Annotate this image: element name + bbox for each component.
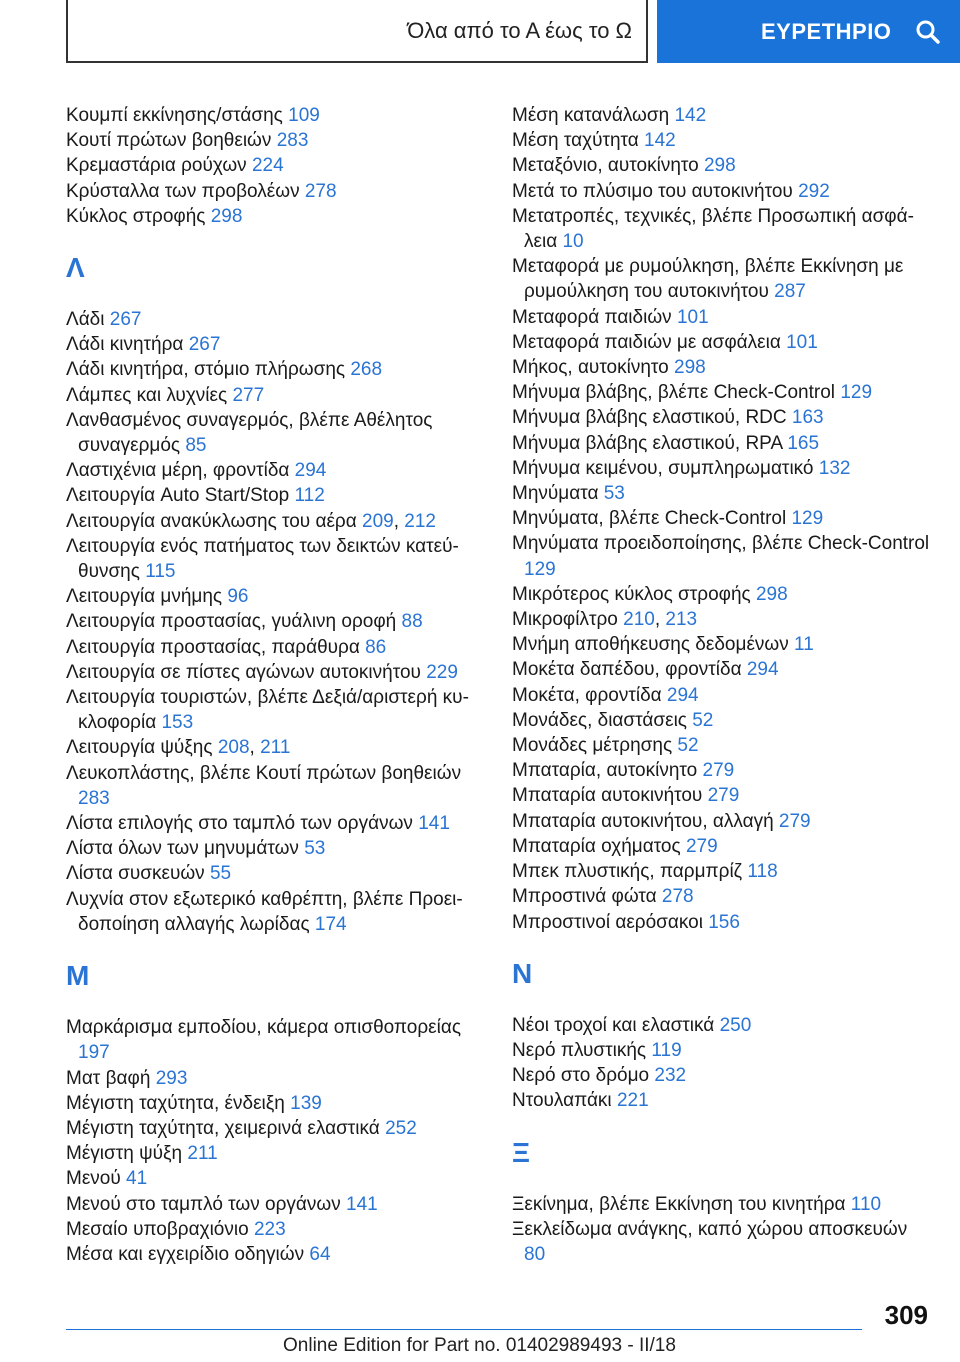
page-link[interactable]: 101	[786, 331, 818, 353]
index-tab[interactable]	[657, 0, 960, 63]
page-link[interactable]: 53	[603, 483, 625, 505]
index-entry	[66, 685, 486, 735]
index-entry-text: Μαρκάρισμα εμποδίου, κάμερα οπισθοπορείας	[66, 1017, 461, 1039]
page-link[interactable]: 197	[78, 1042, 110, 1064]
index-entry	[66, 761, 486, 811]
page-link[interactable]: 213	[665, 609, 698, 631]
page-link[interactable]: 101	[676, 306, 709, 328]
index-entry-text: Λειτουργία ψύξης	[66, 737, 213, 759]
page-separator: ,	[654, 609, 661, 631]
page-link[interactable]: 129	[524, 558, 556, 580]
index-entry	[66, 383, 486, 408]
index-letter-heading: Ν	[512, 957, 533, 989]
index-entry-text: Μπαταρία οχήματος	[512, 835, 681, 857]
index-entry	[512, 884, 932, 909]
page-link[interactable]: 139	[290, 1092, 322, 1114]
page-link[interactable]: 229	[426, 661, 458, 683]
index-entry-text: Μικροφίλτρο	[512, 609, 618, 631]
page-link[interactable]: 209	[362, 510, 394, 532]
index-entry-text: Μήνυμα βλάβης ελαστικού, RDC	[512, 407, 787, 429]
index-entry	[512, 683, 932, 708]
index-entry	[512, 809, 932, 834]
page-link[interactable]: 86	[365, 636, 387, 658]
page-link[interactable]: 174	[314, 913, 347, 935]
index-entry-text: Μέγιστη ταχύτητα, χειμερινά ελαστικά	[66, 1117, 380, 1139]
index-entry	[512, 103, 932, 128]
index-entry	[66, 534, 486, 584]
index-entry	[512, 834, 932, 859]
index-entry-text: Λυχνία στον εξωτερικό καθρέπτη, βλέπε Προειδοποίηση αλλαγής λωρίδας	[66, 888, 463, 935]
index-entry-text: Κρύσταλλα των προβολέων	[66, 180, 300, 202]
index-entry	[512, 1038, 932, 1063]
index-entry-text: Μπαταρία αυτοκινήτου	[512, 785, 703, 807]
index-entry-text: Μοκέτα δαπέδου, φροντίδα	[512, 659, 742, 681]
page-link[interactable]: 119	[651, 1039, 682, 1061]
index-entry	[512, 405, 932, 430]
index-entry-text: Λειτουργία τουριστών, βλέπε Δεξιά/αριστερή κυκλοφορία	[66, 687, 469, 734]
index-entry-text: Μήνυμα βλάβης ελαστικού, RPA	[512, 432, 783, 454]
page-link[interactable]: 210	[623, 609, 655, 631]
page-link[interactable]: 221	[616, 1090, 649, 1112]
page-link[interactable]: 294	[746, 659, 779, 681]
index-entry-text: Λάδι κινητήρα	[66, 334, 184, 356]
index-entry	[66, 307, 486, 332]
index-entry	[512, 783, 932, 808]
index-entry-text: Μπροστινά φώτα	[512, 886, 657, 908]
index-entry	[66, 458, 486, 483]
index-entry-text: Μηνύματα	[512, 483, 599, 505]
index-entry-text: Ματ βαφή	[66, 1067, 151, 1089]
index-entry	[512, 531, 932, 581]
index-entry	[66, 1166, 486, 1191]
page-link[interactable]: 109	[288, 105, 320, 126]
index-letter-heading: Ξ	[512, 1136, 531, 1168]
page-link[interactable]: 208	[217, 737, 250, 759]
index-entry-text: Κύκλος στροφής	[66, 205, 206, 227]
page-link[interactable]: 278	[304, 180, 337, 202]
index-entry	[66, 811, 486, 836]
index-entry-text: Μικρότερος κύκλος στροφής	[512, 583, 751, 605]
page-link[interactable]: 64	[309, 1243, 331, 1265]
index-entry	[66, 887, 486, 937]
index-entry	[66, 153, 486, 178]
index-entry	[66, 103, 486, 128]
page-link[interactable]: 232	[654, 1065, 687, 1087]
index-entry-text: Μπεκ πλυστικής, παρμπρίζ	[512, 861, 743, 883]
page-link[interactable]: 298	[674, 357, 706, 379]
index-entry	[66, 483, 486, 508]
page-link[interactable]: 129	[840, 382, 873, 404]
page-link[interactable]: 52	[677, 735, 699, 757]
index-entry-text: Νερό στο δρόμο	[512, 1065, 650, 1087]
index-entry-text: Μονάδες μέτρησης	[512, 735, 673, 757]
index-entry-text: Νέοι τροχοί και ελαστικά	[512, 1014, 715, 1036]
index-entry-text: Μοκέτα, φροντίδα	[512, 684, 662, 706]
index-entry	[66, 1066, 486, 1091]
index-entry-text: Λευκοπλάστης, βλέπε Κουτί πρώτων βοηθειών	[66, 762, 462, 784]
index-entry	[66, 204, 486, 229]
index-entry	[512, 632, 932, 657]
index-entry	[66, 509, 486, 534]
page-link[interactable]: 279	[702, 760, 735, 782]
page-link[interactable]: 298	[755, 583, 788, 605]
index-entry	[66, 735, 486, 760]
index-entry	[512, 179, 932, 204]
page-link[interactable]: 142	[674, 105, 707, 126]
index-entry	[66, 609, 486, 634]
index-entry	[66, 128, 486, 153]
index-entry	[512, 1217, 932, 1267]
index-entry-text: Λίστα όλων των μηνυμάτων	[66, 838, 299, 860]
page-link[interactable]: 10	[562, 231, 584, 253]
index-entry-text: Μεταξόνιο, αυτοκίνητο	[512, 155, 699, 177]
index-entry-text: Μενού	[66, 1168, 121, 1190]
page-link[interactable]: 110	[850, 1193, 882, 1215]
index-entry	[512, 431, 932, 456]
index-tab-label: ΕΥΡΕΤΗΡΙΟ	[761, 18, 892, 44]
index-entry	[512, 733, 932, 758]
index-entry-text: Ξεκλείδωμα ανάγκης, καπό χώρου αποσκευών	[512, 1218, 908, 1240]
index-entry	[512, 380, 932, 405]
page-separator: ,	[393, 510, 399, 532]
page-link[interactable]: 212	[404, 510, 436, 532]
section-title: Όλα από το Α έως το Ω	[407, 17, 632, 43]
index-entry	[512, 456, 932, 481]
index-entry-text: Μπροστινοί αερόσακοι	[512, 911, 703, 933]
index-entry	[66, 1192, 486, 1217]
page-link[interactable]: 53	[304, 838, 326, 860]
index-entry	[512, 355, 932, 380]
index-entry	[512, 305, 932, 330]
index-entry-text: Λαστιχένια μέρη, φροντίδα	[66, 460, 290, 482]
index-entry	[66, 1091, 486, 1116]
page-link[interactable]: 132	[818, 457, 851, 479]
index-entry-text: Μέση κατανάλωση	[512, 105, 670, 126]
index-entry	[66, 660, 486, 685]
index-entry-text: Λειτουργία Auto Start/Stop	[66, 485, 290, 507]
index-entry-text: Λάδι κινητήρα, στόμιο πλήρωσης	[66, 359, 346, 381]
page-link[interactable]: 118	[747, 861, 778, 883]
index-entry	[512, 910, 932, 935]
page-link[interactable]: 55	[209, 863, 232, 885]
index-entry-text: Μήκος, αυτοκίνητο	[512, 357, 669, 379]
index-entry	[512, 708, 932, 733]
index-entry	[512, 859, 932, 884]
index-entry	[512, 254, 932, 304]
page-link[interactable]: 279	[685, 835, 718, 857]
index-entry	[66, 1141, 486, 1166]
index-entry	[66, 1116, 486, 1141]
index-entry-text: Μνήμη αποθήκευσης δεδομένων	[512, 634, 789, 656]
index-column-right	[512, 103, 932, 1267]
index-entry	[66, 179, 486, 204]
index-entry-text: Μονάδες, διαστάσεις	[512, 709, 687, 731]
index-entry-text: Μηνύματα, βλέπε Check-Control	[512, 508, 787, 530]
index-entry-text: Μεσαίο υποβραχιόνιο	[66, 1218, 249, 1240]
index-entry-text: Μέγιστη ταχύτητα, ένδειξη	[66, 1092, 285, 1114]
index-column-left	[66, 103, 486, 1267]
search-icon[interactable]	[915, 19, 941, 45]
page-link[interactable]: 298	[210, 205, 243, 227]
index-entry-text: Μπαταρία, αυτοκίνητο	[512, 760, 698, 782]
index-entry	[512, 582, 932, 607]
index-entry-text: Μπαταρία αυτοκινήτου, αλλαγή	[512, 810, 774, 832]
index-entry	[512, 758, 932, 783]
index-entry	[66, 1242, 486, 1267]
index-entry-text: Λειτουργία ενός πατήματος των δεικτών κατεύθυνσης	[66, 535, 459, 583]
page-separator: ,	[249, 737, 255, 759]
index-entry	[66, 1217, 486, 1242]
index-entry-text: Λάμπες και λυχνίες	[66, 384, 228, 406]
index-entry	[512, 481, 932, 506]
page-link[interactable]: 142	[644, 130, 676, 152]
index-entry	[66, 861, 486, 886]
page-link[interactable]: 163	[791, 407, 824, 429]
index-entry-text: Λειτουργία σε πίστες αγώνων αυτοκινήτου	[66, 661, 421, 683]
page-link[interactable]: 283	[276, 130, 309, 152]
page-link[interactable]: 223	[253, 1218, 286, 1240]
index-entry-text: Μετά το πλύσιμο του αυτοκινήτου	[512, 180, 793, 202]
index-entry	[512, 330, 932, 355]
index-entry	[512, 607, 932, 632]
index-entry-text: Μεταφορά παιδιών	[512, 306, 672, 328]
page-link[interactable]: 129	[791, 508, 824, 530]
index-entry-text: Μετατροπές, τεχνικές, βλέπε Προσωπική ασφάλεια	[512, 205, 914, 253]
page-link[interactable]: 292	[798, 180, 830, 202]
index-entry-text: Μέσα και εγχειρίδιο οδηγιών	[66, 1243, 305, 1265]
page-link[interactable]: 88	[401, 611, 423, 633]
index-entry-text: Μήνυμα κειμένου, συμπληρωματικό	[512, 457, 814, 479]
index-entry-text: Λειτουργία ανακύκλωσης του αέρα	[66, 510, 357, 532]
page-link[interactable]: 141	[418, 813, 450, 835]
page-link[interactable]: 277	[232, 384, 265, 406]
index-entry-text: Μέση ταχύτητα	[512, 130, 639, 152]
page-link[interactable]: 41	[126, 1168, 148, 1190]
index-entry-text: Λειτουργία προστασίας, παράθυρα	[66, 636, 360, 658]
section-header	[66, 0, 648, 63]
index-entry-text: Νερό πλυστικής	[512, 1039, 647, 1061]
page-link[interactable]: 252	[385, 1117, 417, 1139]
page-link[interactable]: 279	[707, 785, 740, 807]
index-entry	[512, 506, 932, 531]
page-link[interactable]: 268	[350, 359, 383, 381]
index-entry-text: Κουμπί εκκίνησης/στάσης	[66, 105, 283, 126]
page-link[interactable]: 80	[524, 1243, 546, 1265]
page-link[interactable]: 278	[661, 886, 694, 908]
page-link[interactable]: 156	[708, 911, 740, 933]
index-entry	[66, 836, 486, 861]
page-link[interactable]: 250	[719, 1014, 752, 1036]
page-link[interactable]: 279	[778, 810, 811, 832]
index-entry	[512, 657, 932, 682]
index-entry	[512, 1013, 932, 1038]
index-entry-text: Λειτουργία προστασίας, γυάλινη οροφή	[66, 611, 397, 633]
page-link[interactable]: 11	[794, 634, 814, 656]
index-entry-text: Λανθασμένος συναγερμός, βλέπε Αθέλητος συναγερμός	[66, 409, 433, 457]
page-link[interactable]: 141	[346, 1193, 378, 1215]
page-link[interactable]: 112	[294, 485, 325, 507]
index-entry	[66, 332, 486, 357]
page-link[interactable]: 224	[251, 155, 284, 177]
index-entry	[512, 1063, 932, 1088]
footer-divider	[66, 1329, 862, 1330]
index-entry-text: Μεταφορά παιδιών με ασφάλεια	[512, 331, 781, 353]
page-number: 309	[884, 1300, 928, 1330]
index-entry-text: Μέγιστη ψύξη	[66, 1143, 183, 1165]
index-entry-text: Ντουλαπάκι	[512, 1090, 612, 1112]
index-entry-text: Μεταφορά με ρυμούλκηση, βλέπε Εκκίνηση με ρυμούλκηση του αυτοκινήτου	[512, 256, 904, 303]
index-entry	[66, 357, 486, 382]
index-entry-text: Μηνύματα προειδοποίησης, βλέπε Check-Control	[512, 533, 930, 555]
index-entry-text: Μήνυμα βλάβης, βλέπε Check-Control	[512, 382, 836, 404]
index-entry	[512, 1088, 932, 1113]
page-link[interactable]: 153	[161, 712, 194, 734]
page-link[interactable]: 283	[78, 787, 110, 809]
index-entry-text: Κρεμαστάρια ρούχων	[66, 155, 247, 177]
index-entry	[66, 408, 486, 458]
page-link[interactable]: 85	[185, 435, 207, 457]
index-entry	[66, 635, 486, 660]
index-entry-text: Λειτουργία μνήμης	[66, 586, 223, 608]
page-link[interactable]: 267	[188, 334, 221, 356]
page-link[interactable]: 298	[703, 155, 736, 177]
index-entry	[512, 204, 932, 254]
index-letter-heading: Μ	[66, 960, 90, 992]
page-link[interactable]: 293	[155, 1067, 188, 1089]
index-entry	[512, 128, 932, 153]
index-entry-text: Ξεκίνημα, βλέπε Εκκίνηση του κινητήρα	[512, 1193, 846, 1215]
index-entry-text: Λάδι	[66, 309, 105, 331]
index-entry-text: Λίστα επιλογής στο ταμπλό των οργάνων	[66, 813, 413, 835]
index-entry-text: Λίστα συσκευών	[66, 863, 205, 885]
page-link[interactable]: 267	[109, 309, 142, 331]
page-link[interactable]: 294	[294, 460, 327, 482]
page-link[interactable]: 211	[260, 737, 291, 759]
index-entry-text: Μενού στο ταμπλό των οργάνων	[66, 1193, 341, 1215]
page-link[interactable]: 115	[145, 561, 176, 583]
footer-edition-text: Online Edition for Part no. 01402989493 - II/18	[283, 1335, 676, 1356]
index-entry-text: Κουτί πρώτων βοηθειών	[66, 130, 272, 152]
page-link[interactable]: 287	[774, 281, 806, 303]
page-link[interactable]: 294	[666, 684, 699, 706]
page-link[interactable]: 211	[187, 1143, 218, 1165]
index-entry	[512, 153, 932, 178]
index-entry	[512, 1192, 932, 1217]
index-letter-heading: Λ	[66, 252, 85, 284]
index-entry	[66, 584, 486, 609]
page-link[interactable]: 52	[692, 709, 714, 731]
page-link[interactable]: 165	[787, 432, 820, 454]
index-entry	[66, 1015, 486, 1065]
page-link[interactable]: 96	[227, 586, 249, 608]
